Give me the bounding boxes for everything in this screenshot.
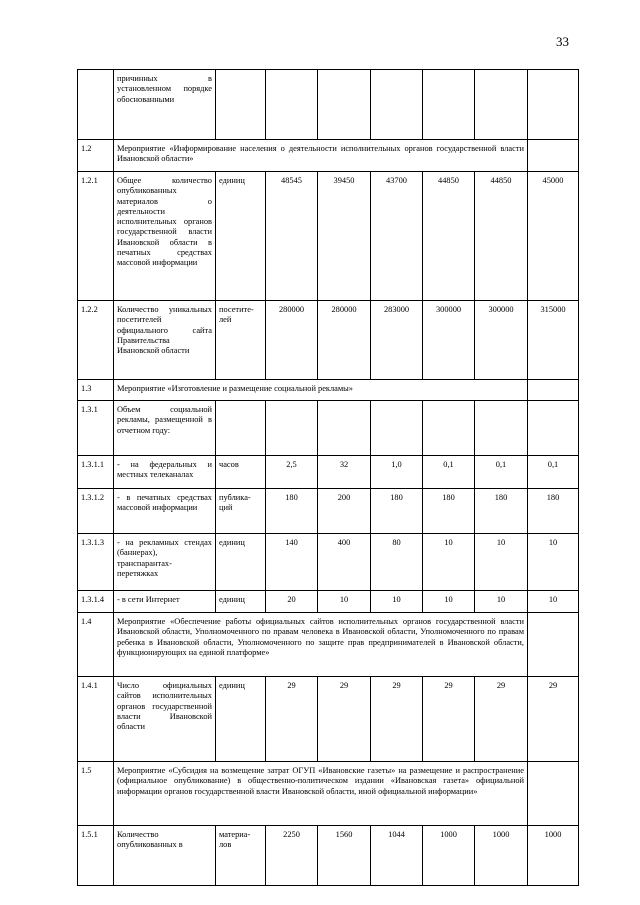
unit-cell: единиц	[216, 534, 266, 591]
value-cell: 10	[423, 591, 475, 613]
indicator-name: - на рекламных стендах (баннерах), транспарантах-перетяжках	[114, 534, 216, 591]
unit-cell: материа-лов	[216, 826, 266, 886]
indicator-name: Количество уникальных посетителей официального сайта Правительства Ивановской области	[114, 301, 216, 380]
indicator-row	[78, 489, 579, 534]
value-cell	[318, 70, 371, 140]
page-number: 33	[556, 34, 569, 49]
value-cell	[475, 401, 528, 456]
indicators-table	[77, 69, 579, 886]
value-cell: 20	[266, 591, 318, 613]
value-cell: 44850	[475, 172, 528, 301]
indicator-name: - в сети Интернет	[114, 591, 216, 613]
value-cell: 140	[266, 534, 318, 591]
value-cell: 32	[318, 456, 371, 489]
value-cell	[318, 401, 371, 456]
activity-row	[78, 380, 579, 401]
unit-cell	[216, 70, 266, 140]
indicator-name: Общее количество опубликованных материалов о деятельности исполнительных органов государственной власти Ивановской области в печатных средствах массовой информации	[114, 172, 216, 301]
value-cell: 0,1	[528, 456, 579, 489]
indicator-row	[78, 70, 579, 140]
value-cell	[528, 401, 579, 456]
row-code	[78, 70, 114, 140]
value-cell: 10	[423, 534, 475, 591]
unit-cell: публика-ций	[216, 489, 266, 534]
value-cell: 300000	[423, 301, 475, 380]
value-cell	[475, 70, 528, 140]
row-code: 1.5.1	[78, 826, 114, 886]
value-cell: 283000	[371, 301, 423, 380]
value-cell: 0,1	[423, 456, 475, 489]
indicator-name: Число официальных сайтов исполнительных органов государственной власти Ивановской области	[114, 677, 216, 762]
value-cell: 180	[371, 489, 423, 534]
value-cell: 29	[371, 677, 423, 762]
row-code: 1.3.1.2	[78, 489, 114, 534]
value-cell: 180	[475, 489, 528, 534]
activity-row	[78, 762, 579, 826]
value-cell: 29	[318, 677, 371, 762]
value-cell: 1,0	[371, 456, 423, 489]
value-cell: 2,5	[266, 456, 318, 489]
value-cell: 29	[423, 677, 475, 762]
unit-cell	[216, 401, 266, 456]
unit-cell: часов	[216, 456, 266, 489]
empty-cell	[528, 380, 579, 401]
value-cell: 10	[528, 591, 579, 613]
indicator-row	[78, 826, 579, 886]
unit-cell: единиц	[216, 172, 266, 301]
row-code: 1.5	[78, 762, 114, 826]
indicator-name: причинных в установленном порядке обоснованными	[114, 70, 216, 140]
value-cell: 80	[371, 534, 423, 591]
row-code: 1.3.1	[78, 401, 114, 456]
unit-cell: посетите-лей	[216, 301, 266, 380]
empty-cell	[528, 613, 579, 677]
row-code: 1.3.1.1	[78, 456, 114, 489]
value-cell	[266, 401, 318, 456]
value-cell: 45000	[528, 172, 579, 301]
empty-cell	[528, 140, 579, 172]
activity-title: Мероприятие «Изготовление и размещение социальной рекламы»	[114, 380, 528, 401]
indicator-name: Количество опубликованных в	[114, 826, 216, 886]
indicator-row	[78, 456, 579, 489]
value-cell: 1000	[423, 826, 475, 886]
row-code: 1.3	[78, 380, 114, 401]
value-cell: 400	[318, 534, 371, 591]
value-cell	[528, 70, 579, 140]
indicator-row	[78, 172, 579, 301]
value-cell: 1000	[528, 826, 579, 886]
value-cell: 280000	[266, 301, 318, 380]
value-cell: 1560	[318, 826, 371, 886]
indicator-row	[78, 591, 579, 613]
value-cell: 0,1	[475, 456, 528, 489]
value-cell: 2250	[266, 826, 318, 886]
row-code: 1.3.1.3	[78, 534, 114, 591]
value-cell	[371, 401, 423, 456]
value-cell: 29	[475, 677, 528, 762]
activity-title: Мероприятие «Обеспечение работы официальных сайтов исполнительных органов государственной власти Ивановской области, Уполномоченного по правам человека в Ивановской области, Уполномоченного по правам ребенка в Ивановской области, Уполномоченного по защите прав предпринимателей в Ивановской области, функционирующих на единой платформе»	[114, 613, 528, 677]
value-cell: 39450	[318, 172, 371, 301]
value-cell: 10	[475, 591, 528, 613]
indicator-row	[78, 534, 579, 591]
unit-cell: единиц	[216, 677, 266, 762]
row-code: 1.4.1	[78, 677, 114, 762]
value-cell: 29	[266, 677, 318, 762]
value-cell: 29	[528, 677, 579, 762]
activity-row	[78, 613, 579, 677]
row-code: 1.2.1	[78, 172, 114, 301]
value-cell: 1000	[475, 826, 528, 886]
value-cell: 180	[266, 489, 318, 534]
value-cell: 180	[423, 489, 475, 534]
activity-row	[78, 140, 579, 172]
value-cell: 10	[318, 591, 371, 613]
value-cell	[423, 70, 475, 140]
value-cell: 280000	[318, 301, 371, 380]
activity-title: Мероприятие «Субсидия на возмещение затрат ОГУП «Ивановские газеты» на размещение и распространение (официальное опубликование) в общественно-политическом издании «Ивановская газета» официальной информации органов государственной власти Ивановской области, иной официальной информации»	[114, 762, 528, 826]
value-cell	[423, 401, 475, 456]
value-cell: 300000	[475, 301, 528, 380]
value-cell: 10	[371, 591, 423, 613]
row-code: 1.2	[78, 140, 114, 172]
row-code: 1.2.2	[78, 301, 114, 380]
value-cell: 43700	[371, 172, 423, 301]
value-cell: 315000	[528, 301, 579, 380]
empty-cell	[528, 762, 579, 826]
value-cell: 10	[528, 534, 579, 591]
value-cell: 10	[475, 534, 528, 591]
value-cell: 180	[528, 489, 579, 534]
value-cell: 200	[318, 489, 371, 534]
value-cell	[371, 70, 423, 140]
indicator-name: - на федеральных и местных телеканалах	[114, 456, 216, 489]
indicator-name: Объем социальной рекламы, размещенной в отчетном году:	[114, 401, 216, 456]
indicator-row	[78, 301, 579, 380]
indicator-name: - в печатных средствах массовой информации	[114, 489, 216, 534]
indicator-row	[78, 677, 579, 762]
value-cell: 44850	[423, 172, 475, 301]
indicator-row	[78, 401, 579, 456]
row-code: 1.4	[78, 613, 114, 677]
value-cell: 1044	[371, 826, 423, 886]
activity-title: Мероприятие «Информирование населения о деятельности исполнительных органов государственной власти Ивановской области»	[114, 140, 528, 172]
value-cell: 48545	[266, 172, 318, 301]
unit-cell: единиц	[216, 591, 266, 613]
row-code: 1.3.1.4	[78, 591, 114, 613]
value-cell	[266, 70, 318, 140]
